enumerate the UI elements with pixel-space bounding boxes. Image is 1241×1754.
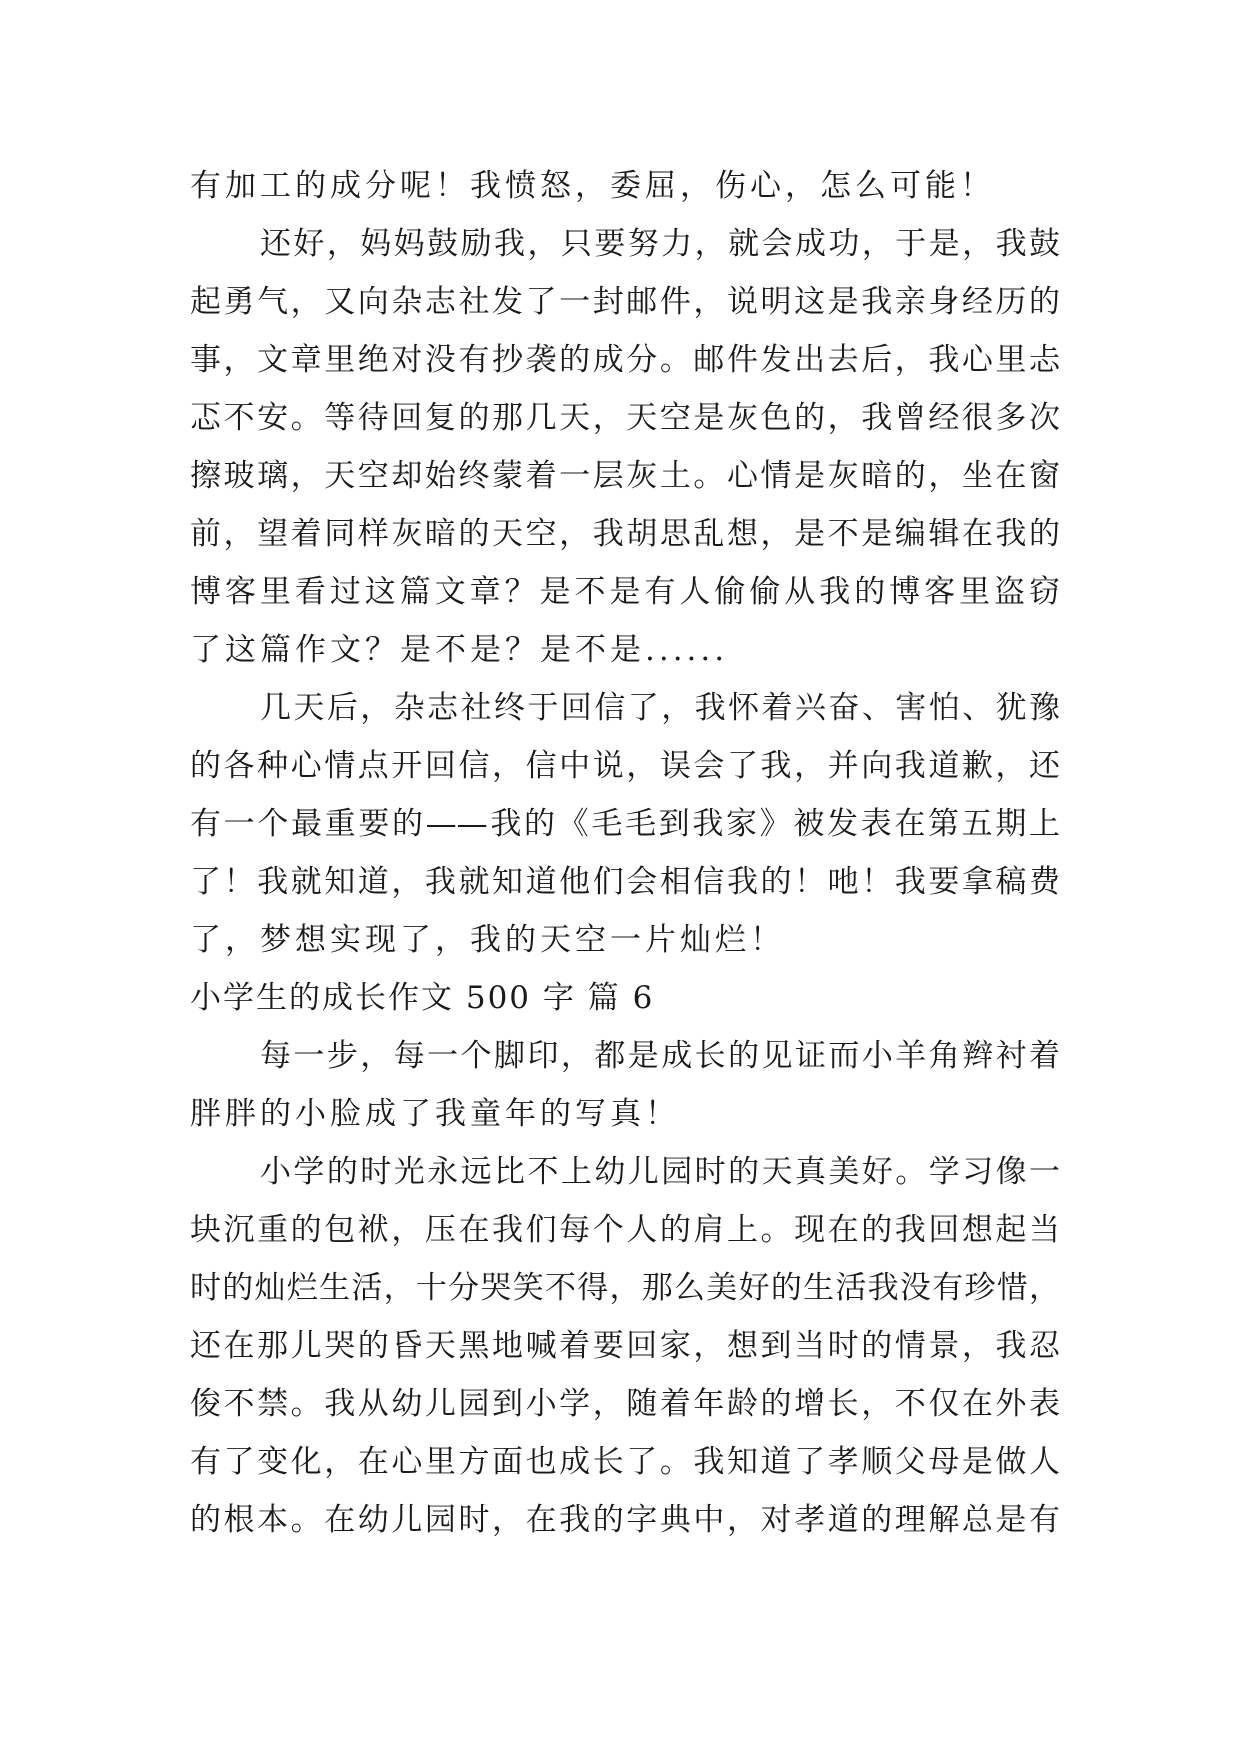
text-line: 时的灿烂生活，十分哭笑不得，那么美好的生活我没有珍惜， (190, 1270, 1060, 1306)
text-line: 起勇气，又向杂志社发了一封邮件，说明这是我亲身经历的 (190, 284, 1060, 320)
paragraph-first-line: 每一步，每一个脚印，都是成长的见证而小羊角辫衬着 (260, 1038, 1060, 1074)
paragraph-first-line: 几天后，杂志社终于回信了，我怀着兴奋、害怕、犹豫 (260, 690, 1060, 726)
text-line: 忑不安。等待回复的那几天，天空是灰色的，我曾经很多次 (190, 400, 1060, 436)
paragraph-first-line: 还好，妈妈鼓励我，只要努力，就会成功，于是，我鼓 (260, 226, 1060, 262)
section-heading: 小学生的成长作文 500 字 篇 6 (190, 980, 655, 1016)
text-line: 了，梦想实现了，我的天空一片灿烂！ (190, 922, 785, 958)
text-line: 了这篇作文？是不是？是不是...... (190, 632, 729, 668)
text-line: 的各种心情点开回信，信中说，误会了我，并向我道歉，还 (190, 748, 1060, 784)
text-line: 块沉重的包袱，压在我们每个人的肩上。现在的我回想起当 (190, 1212, 1060, 1248)
text-line: 了！我就知道，我就知道他们会相信我的！吔！我要拿稿费 (190, 864, 1060, 900)
document-page (190, 157, 1060, 1549)
paragraph-first-line: 小学的时光永远比不上幼儿园时的天真美好。学习像一 (260, 1154, 1060, 1190)
text-line: 胖胖的小脸成了我童年的写真！ (190, 1096, 680, 1132)
text-line: 博客里看过这篇文章？是不是有人偷偷从我的博客里盗窃 (190, 574, 1060, 610)
text-line: 的根本。在幼儿园时，在我的字典中，对孝道的理解总是有 (190, 1502, 1060, 1538)
text-line: 事，文章里绝对没有抄袭的成分。邮件发出去后，我心里忐 (190, 342, 1060, 378)
text-line: 有了变化，在心里方面也成长了。我知道了孝顺父母是做人 (190, 1444, 1060, 1480)
text-line: 擦玻璃，天空却始终蒙着一层灰土。心情是灰暗的，坐在窗 (190, 458, 1060, 494)
text-line: 俊不禁。我从幼儿园到小学，随着年龄的增长，不仅在外表 (190, 1386, 1060, 1422)
text-line: 前，望着同样灰暗的天空，我胡思乱想，是不是编辑在我的 (190, 516, 1060, 552)
text-line: 有加工的成分呢！我愤怒，委屈，伤心，怎么可能！ (190, 168, 995, 204)
text-line: 有一个最重要的——我的《毛毛到我家》被发表在第五期上 (190, 806, 1060, 842)
text-line: 还在那儿哭的昏天黑地喊着要回家，想到当时的情景，我忍 (190, 1328, 1060, 1364)
